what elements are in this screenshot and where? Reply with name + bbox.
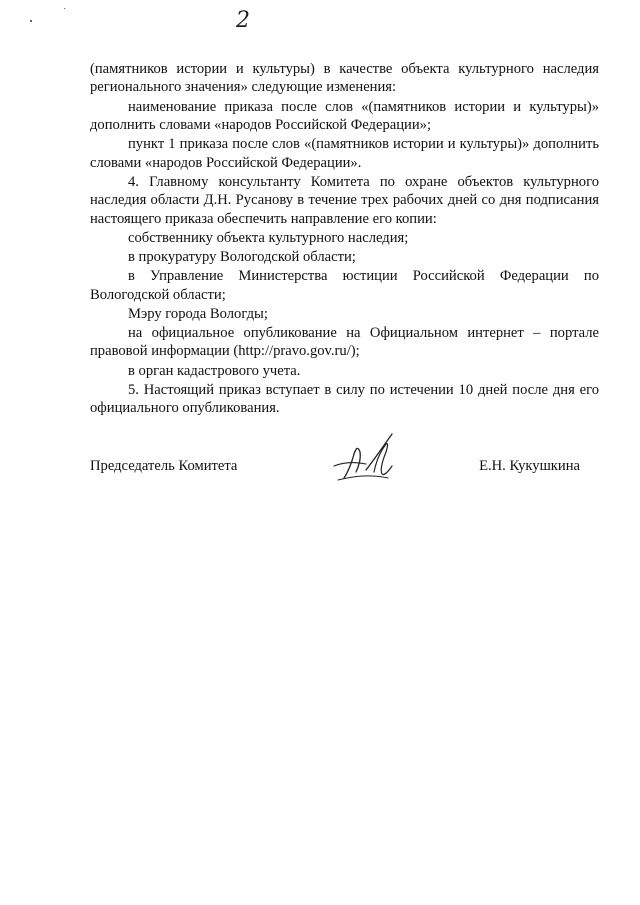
recipient-cadastre: в орган кадастрового учета. xyxy=(128,362,301,379)
recipient-prosecutor: в прокуратуру Вологодской области; xyxy=(128,249,356,266)
signatory-name: Е.Н. Кукушкина xyxy=(479,458,580,474)
document-body xyxy=(90,60,599,418)
recipient-owner: собственнику объекта культурного наследия; xyxy=(128,229,409,246)
paragraph-amendment-title: наименование приказа после слов «(памятников истории и культуры)» дополнить словами «народов Российской Федерации»; xyxy=(90,98,599,134)
paragraph-amendment-point1: пункт 1 приказа после слов «(памятников истории и культуры)» дополнить словами «народов Российской Федерации». xyxy=(90,136,599,171)
signature-row xyxy=(90,458,600,476)
page-number: 2 xyxy=(236,8,250,33)
recipient-justice-ministry: в Управление Министерства юстиции Российской Федерации по Вологодской области; xyxy=(90,268,599,303)
paragraph-item-5: 5. Настоящий приказ вступает в силу по истечении 10 дней после дня его официального опубликования. xyxy=(90,381,599,417)
recipient-mayor: Мэру города Вологды; xyxy=(128,305,268,322)
paragraph-continuation: (памятников истории и культуры) в качестве объекта культурного наследия регионального значения» следующие изменения: xyxy=(90,61,599,96)
scan-speck xyxy=(30,20,32,22)
scan-speck xyxy=(64,8,65,9)
signatory-title: Председатель Комитета xyxy=(90,458,238,474)
paragraph-item-4: 4. Главному консультанту Комитета по охране объектов культурного наследия области Д.Н. Русанову в течение трех рабочих дней со дня подписания настоящего приказа обеспечить направление его копии: xyxy=(90,173,599,227)
recipient-legal-portal: на официальное опубликование на Официальном интернет – портале правовой информации (http://pravo.gov.ru/); xyxy=(90,325,599,360)
